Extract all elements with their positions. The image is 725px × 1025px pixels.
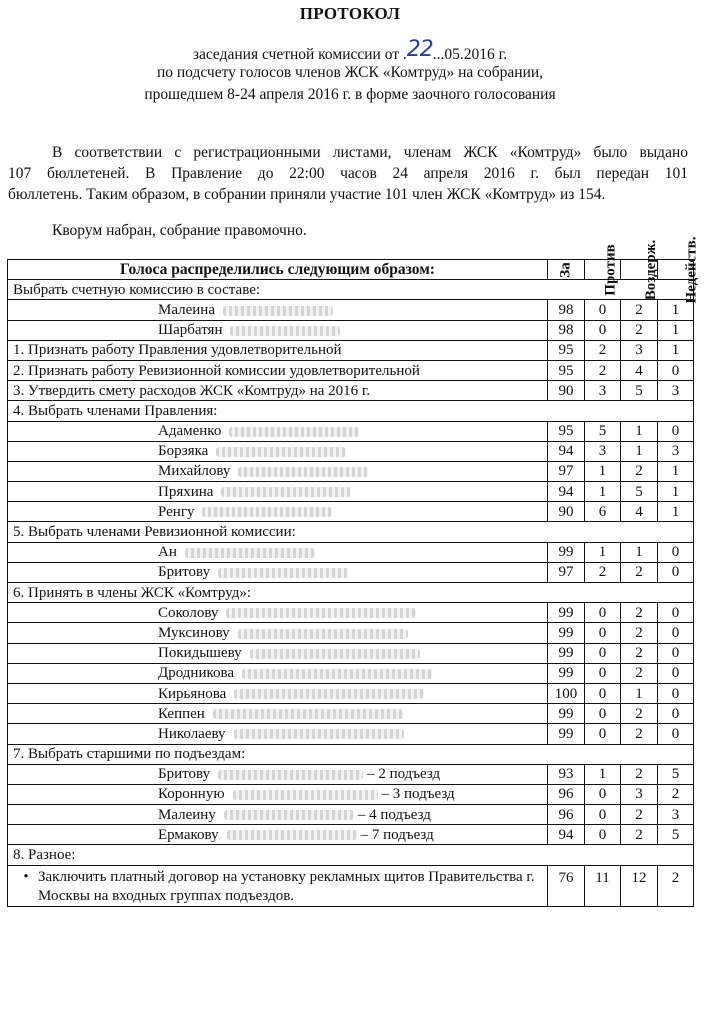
votes-invalid: 1 (658, 300, 694, 320)
intro-line-2: 107 бюллетеней. В Правление до 22:00 часов 24 апреля 2016 г. был передан 101 (8, 165, 688, 182)
candidate-cell (8, 461, 548, 481)
bullet-item-cell (8, 865, 548, 906)
redacted-name-mark (227, 830, 357, 840)
candidate-cell (8, 784, 548, 804)
candidate-name: Борзяка (158, 443, 209, 460)
votes-invalid: 0 (658, 562, 694, 582)
votes-abstain: 4 (621, 360, 658, 380)
section-row (8, 522, 694, 542)
table-header-row (8, 260, 694, 280)
table-row (8, 603, 694, 623)
votes-against: 0 (585, 623, 621, 643)
candidate-cell (8, 300, 548, 320)
entrance-note: – 4 подъезд (357, 806, 431, 823)
candidate-name: Михайлову (158, 463, 231, 480)
votes-for: 96 (548, 784, 585, 804)
candidate-cell (8, 724, 548, 744)
votes-for: 99 (548, 724, 585, 744)
candidate-cell (8, 482, 548, 502)
votes-against: 0 (585, 825, 621, 845)
table-row (8, 360, 694, 380)
redacted-name-mark (250, 649, 420, 659)
item-label: 1. Признать работу Правления удовлетворительной (8, 340, 548, 360)
section-row (8, 583, 694, 603)
votes-against: 2 (585, 360, 621, 380)
votes-against: 2 (585, 562, 621, 582)
votes-against: 1 (585, 482, 621, 502)
votes-for: 99 (548, 542, 585, 562)
votes-abstain: 5 (621, 381, 658, 401)
table-row (8, 340, 694, 360)
candidate-name: Коронную (158, 786, 225, 803)
candidate-cell (8, 502, 548, 522)
redacted-name-mark (202, 507, 332, 517)
votes-for: 95 (548, 340, 585, 360)
intro-line-3: бюллетень. Таким образом, в собрании приняли участие 101 член ЖСК «Комтруд» из 154. (8, 186, 606, 203)
votes-abstain: 2 (621, 805, 658, 825)
candidate-name: Адаменко (158, 423, 222, 440)
votes-for: 99 (548, 623, 585, 643)
votes-for: 99 (548, 663, 585, 683)
votes-for: 98 (548, 300, 585, 320)
votes-invalid: 0 (658, 724, 694, 744)
votes-against: 0 (585, 683, 621, 703)
candidate-name: Кеппен (158, 705, 205, 722)
candidate-cell (8, 562, 548, 582)
votes-for: 94 (548, 441, 585, 461)
votes-against: 0 (585, 320, 621, 340)
candidate-cell (8, 441, 548, 461)
col-header-against: Против (585, 260, 621, 280)
votes-against: 0 (585, 704, 621, 724)
votes-invalid: 0 (658, 603, 694, 623)
votes-for: 76 (548, 865, 585, 906)
entrance-note: – 2 подъезд (367, 766, 441, 783)
votes-invalid: 0 (658, 421, 694, 441)
candidate-cell (8, 663, 548, 683)
table-row (8, 704, 694, 724)
candidate-cell (8, 683, 548, 703)
votes-against: 3 (585, 441, 621, 461)
votes-invalid: 1 (658, 482, 694, 502)
votes-against: 1 (585, 461, 621, 481)
votes-against: 2 (585, 340, 621, 360)
candidate-name: Пряхина (158, 483, 214, 500)
candidate-name: Ан (158, 544, 177, 561)
votes-against: 0 (585, 300, 621, 320)
votes-for: 90 (548, 502, 585, 522)
table-row (8, 764, 694, 784)
candidate-name: Бритову (158, 564, 211, 581)
candidate-cell (8, 764, 548, 784)
redacted-name-mark (230, 326, 340, 336)
redacted-name-mark (234, 729, 404, 739)
section-label: 7. Выбрать старшими по подъездам: (8, 744, 694, 764)
votes-abstain: 3 (621, 784, 658, 804)
redacted-name-mark (218, 770, 363, 780)
redacted-name-mark (238, 629, 408, 639)
votes-invalid: 0 (658, 704, 694, 724)
subtitle-prefix: заседания счетной комиссии от (192, 46, 400, 63)
votes-invalid: 1 (658, 320, 694, 340)
entrance-note: – 7 подъезд (360, 826, 434, 843)
section-label: 8. Разное: (8, 845, 694, 865)
bullet-icon: • (23, 868, 29, 885)
votes-invalid: 3 (658, 381, 694, 401)
candidate-cell (8, 805, 548, 825)
votes-for: 97 (548, 461, 585, 481)
candidate-cell (8, 623, 548, 643)
redacted-name-mark (213, 709, 403, 719)
redacted-name-mark (233, 790, 378, 800)
votes-for: 94 (548, 825, 585, 845)
votes-against: 11 (585, 865, 621, 906)
redacted-name-mark (226, 608, 416, 618)
candidate-name: Николаеву (158, 725, 226, 742)
votes-abstain: 2 (621, 562, 658, 582)
subtitle-line-2: по подсчету голосов членов ЖСК «Комтруд» на собрании, (156, 64, 544, 81)
col-header-abstain: Воздерж. (621, 260, 658, 280)
candidate-name: Муксинову (158, 624, 230, 641)
votes-for: 93 (548, 764, 585, 784)
redacted-name-mark (229, 427, 359, 437)
votes-against: 1 (585, 764, 621, 784)
votes-invalid: 5 (658, 764, 694, 784)
votes-against: 0 (585, 805, 621, 825)
votes-abstain: 12 (621, 865, 658, 906)
section-label: 5. Выбрать членами Ревизионной комиссии: (8, 522, 694, 542)
votes-for: 100 (548, 683, 585, 703)
intro-line-1: В соответствии с регистрационными листами, членам ЖСК «Комтруд» было выдано (52, 144, 688, 161)
section-row (8, 280, 694, 300)
votes-for: 94 (548, 482, 585, 502)
entrance-note: – 3 подъезд (381, 786, 455, 803)
intro-paragraph (8, 142, 688, 205)
votes-for: 99 (548, 603, 585, 623)
section-row (8, 401, 694, 421)
section-label: 6. Принять в члены ЖСК «Комтруд»: (8, 583, 694, 603)
votes-against: 0 (585, 724, 621, 744)
candidate-name: Дродникова (158, 665, 235, 682)
candidate-cell (8, 320, 548, 340)
subtitle-date-suffix: .05.2016 г. (440, 46, 508, 63)
table-row (8, 562, 694, 582)
votes-against: 1 (585, 542, 621, 562)
votes-invalid: 2 (658, 784, 694, 804)
votes-invalid: 0 (658, 643, 694, 663)
table-row (8, 320, 694, 340)
votes-abstain: 2 (621, 461, 658, 481)
handwritten-day: 22 (406, 37, 433, 62)
votes-against: 6 (585, 502, 621, 522)
redacted-name-mark (224, 810, 354, 820)
votes-abstain: 2 (621, 643, 658, 663)
votes-abstain: 5 (621, 482, 658, 502)
candidate-cell (8, 421, 548, 441)
table-row (8, 784, 694, 804)
votes-for: 98 (548, 320, 585, 340)
table-row (8, 623, 694, 643)
document-title: ПРОТОКОЛ (299, 4, 401, 23)
table-row (8, 805, 694, 825)
table-row (8, 663, 694, 683)
votes-for: 99 (548, 704, 585, 724)
votes-invalid: 1 (658, 502, 694, 522)
col-header-for: За (548, 260, 585, 280)
candidate-name: Кирьянова (158, 685, 227, 702)
votes-for: 95 (548, 421, 585, 441)
table-row (8, 865, 694, 906)
redacted-name-mark (221, 487, 351, 497)
votes-table (7, 236, 700, 907)
votes-for: 95 (548, 360, 585, 380)
votes-against: 0 (585, 784, 621, 804)
votes-against: 5 (585, 421, 621, 441)
votes-invalid: 5 (658, 825, 694, 845)
section-label: Выбрать счетную комиссию в составе: (8, 280, 694, 300)
table-row (8, 825, 694, 845)
votes-invalid: 0 (658, 663, 694, 683)
votes-invalid: 2 (658, 865, 694, 906)
candidate-cell (8, 704, 548, 724)
candidate-name: Малеину (158, 806, 216, 823)
votes-for: 97 (548, 562, 585, 582)
votes-abstain: 2 (621, 603, 658, 623)
votes-invalid: 0 (658, 683, 694, 703)
table-row (8, 461, 694, 481)
votes-invalid: 1 (658, 461, 694, 481)
table-row (8, 542, 694, 562)
candidate-name: Шарбатян (158, 322, 223, 339)
table-row (8, 381, 694, 401)
candidate-cell (8, 542, 548, 562)
table-row (8, 441, 694, 461)
redacted-name-mark (216, 447, 346, 457)
votes-abstain: 2 (621, 825, 658, 845)
votes-abstain: 1 (621, 542, 658, 562)
votes-abstain: 2 (621, 704, 658, 724)
table-row (8, 502, 694, 522)
votes-invalid: 0 (658, 360, 694, 380)
candidate-name: Ренгу (158, 503, 195, 520)
votes-abstain: 2 (621, 724, 658, 744)
votes-abstain: 2 (621, 663, 658, 683)
votes-invalid: 0 (658, 542, 694, 562)
section-label: 4. Выбрать членами Правления: (8, 401, 694, 421)
votes-abstain: 1 (621, 441, 658, 461)
table-row (8, 683, 694, 703)
table-row (8, 643, 694, 663)
votes-abstain: 4 (621, 502, 658, 522)
redacted-name-mark (242, 669, 432, 679)
redacted-name-mark (218, 568, 348, 578)
candidate-cell (8, 825, 548, 845)
subtitle-line-3: прошедшем 8-24 апреля 2016 г. в форме заочного голосования (144, 86, 556, 103)
votes-abstain: 3 (621, 340, 658, 360)
candidate-cell (8, 603, 548, 623)
votes-against: 0 (585, 663, 621, 683)
votes-invalid: 0 (658, 623, 694, 643)
section-row (8, 744, 694, 764)
votes-abstain: 1 (621, 421, 658, 441)
table-row (8, 724, 694, 744)
table-header-label: Голоса распределились следующим образом: (8, 260, 548, 280)
votes-against: 0 (585, 643, 621, 663)
item-label: 3. Утвердить смету расходов ЖСК «Комтруд» на 2016 г. (8, 381, 548, 401)
col-header-invalid: Недейств. (658, 260, 694, 280)
candidate-cell (8, 643, 548, 663)
votes-invalid: 1 (658, 340, 694, 360)
redacted-name-mark (238, 467, 368, 477)
votes-invalid: 3 (658, 441, 694, 461)
table-row (8, 482, 694, 502)
votes-for: 90 (548, 381, 585, 401)
candidate-name: Ермакову (158, 826, 219, 843)
candidate-name: Покидышеву (158, 645, 242, 662)
votes-abstain: 2 (621, 764, 658, 784)
bullet-label: Заключить платный договор на установку рекламных щитов Правительства г. Москвы на входных группах подъездов. (38, 868, 535, 904)
subtitle-line-1: заседания счетной комиссии от .22...05.2016 г. (192, 37, 508, 63)
candidate-name: Бритову (158, 766, 211, 783)
votes-abstain: 2 (621, 320, 658, 340)
table-row (8, 421, 694, 441)
section-row (8, 845, 694, 865)
votes-abstain: 1 (621, 683, 658, 703)
redacted-name-mark (223, 306, 333, 316)
votes-abstain: 2 (621, 623, 658, 643)
candidate-name: Соколову (158, 604, 219, 621)
candidate-name: Малеина (158, 301, 215, 318)
item-label: 2. Признать работу Ревизионной комиссии удовлетворительной (8, 360, 548, 380)
redacted-name-mark (234, 689, 424, 699)
votes-abstain: 2 (621, 300, 658, 320)
votes-against: 0 (585, 603, 621, 623)
votes-for: 96 (548, 805, 585, 825)
votes-invalid: 3 (658, 805, 694, 825)
table-row (8, 300, 694, 320)
redacted-name-mark (185, 548, 315, 558)
votes-against: 3 (585, 381, 621, 401)
votes-for: 99 (548, 643, 585, 663)
quorum-paragraph: Кворум набран, собрание правомочно. (52, 222, 307, 239)
